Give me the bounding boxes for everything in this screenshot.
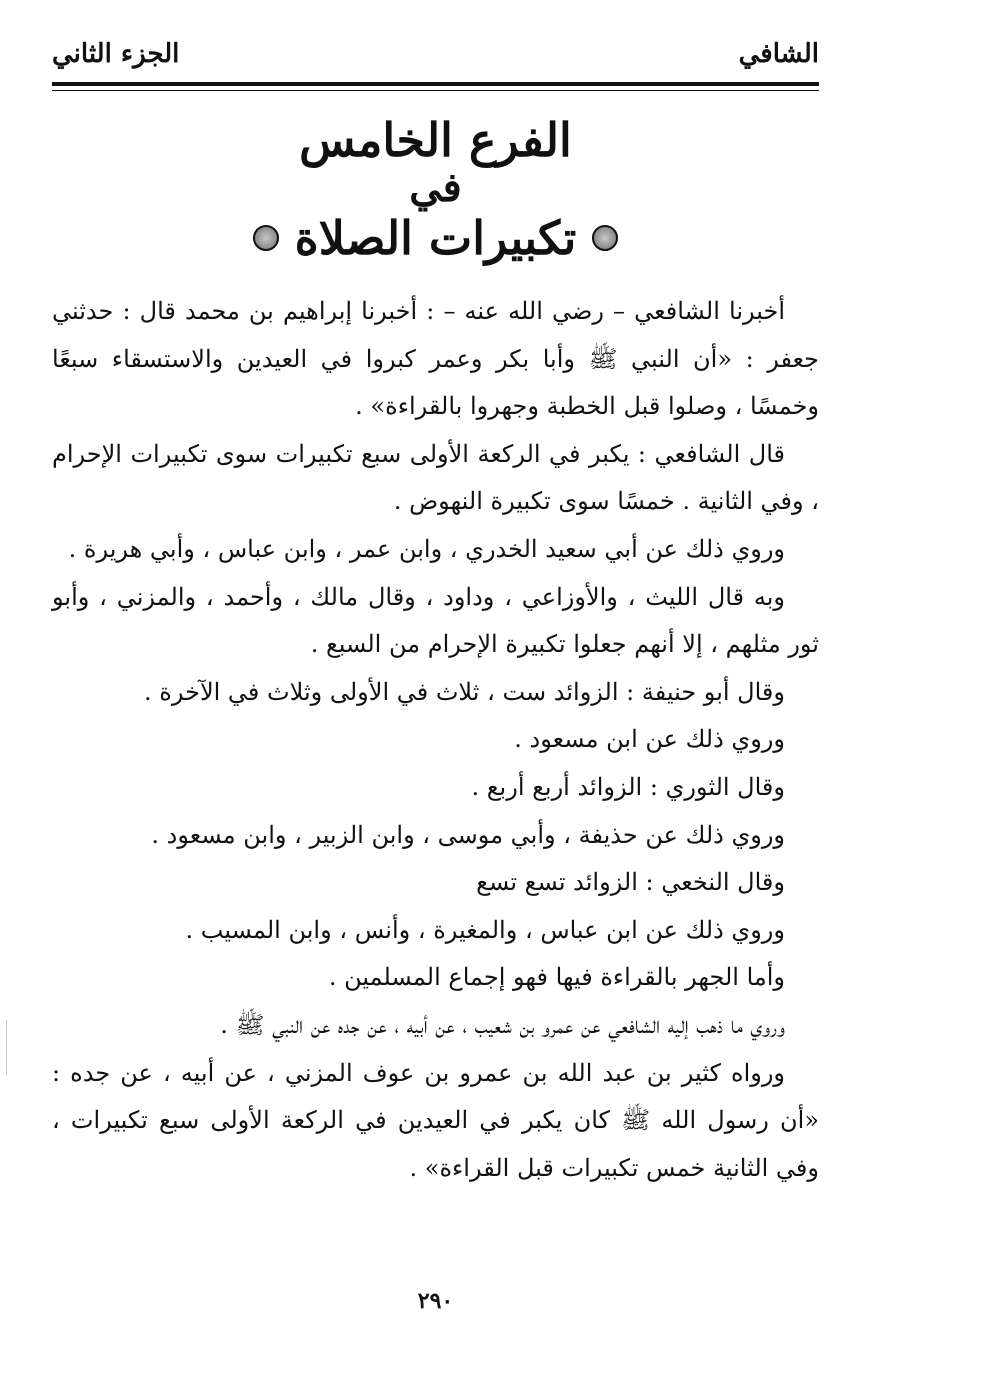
paragraph: وبه قال الليث ، والأوزاعي ، وداود ، وقال مالك ، وأحمد ، والمزني ، وأبو ثور مثلهم ، إلا أنهم جعلوا تكبيرة الإحرام من السبع . xyxy=(52,582,819,659)
header-rule-thin xyxy=(52,90,819,91)
page-number: ٢٩٠ xyxy=(417,1288,454,1314)
paragraph: وأما الجهر بالقراءة فيها فهو إجماع المسلمين . xyxy=(328,963,785,992)
paragraph: وروي ذلك عن أبي سعيد الخدري ، وابن عمر ، وابن عباس ، وأبي هريرة . xyxy=(68,534,785,563)
ornament-right-icon xyxy=(592,225,618,251)
chapter-title xyxy=(52,112,819,268)
paragraph: وقال النخعي : الزوائد تسع تسع xyxy=(476,868,785,897)
ornament-left-icon xyxy=(253,225,279,251)
book-title: الشافي xyxy=(738,39,819,69)
chapter-title-line2: في xyxy=(409,164,462,211)
chapter-title-line3-row xyxy=(52,208,819,268)
header-rule xyxy=(52,82,819,86)
running-header xyxy=(52,34,819,74)
volume-label: الجزء الثاني xyxy=(52,39,180,69)
paragraph: أخبرنا الشافعي – رضي الله عنه – : أخبرنا إبراهيم بن محمد قال : حدثني جعفر : «أن النبي ﷺ وأبا بكر وعمر كبروا في العيدين والاستسقاء سبعًا وخمسًا ، وصلوا قبل الخطبة وجهروا بالقراءة» . xyxy=(52,297,819,421)
paragraph: ورواه كثير بن عبد الله بن عمرو بن عوف المزني ، عن أبيه ، عن جده : «أن رسول الله ﷺ كان يكبر في العيدين في الركعة الأولى سبع تكبيرات ، وفي الثانية خمس تكبيرات قبل القراءة» . xyxy=(52,1058,819,1182)
paragraph: وقال الثوري : الزوائد أربع أربع . xyxy=(471,772,785,801)
paragraph: وروي ذلك عن حذيفة ، وأبي موسى ، وابن الزبير ، وابن مسعود . xyxy=(151,820,785,849)
body-text xyxy=(52,288,819,1192)
chapter-title-line1: الفرع الخامس xyxy=(299,113,572,167)
paragraph: وروي ما ذهب إليه الشافعي عن عمرو بن شعيب ، عن أبيه ، عن جده عن النبي ﷺ . xyxy=(220,1010,785,1039)
paragraph: قال الشافعي : يكبر في الركعة الأولى سبع تكبيرات سوى تكبيرات الإحرام ، وفي الثانية . خمسًا سوى تكبيرة النهوض . xyxy=(52,439,819,516)
paragraph: وروي ذلك عن ابن عباس ، والمغيرة ، وأنس ، وابن المسيب . xyxy=(185,915,785,944)
paragraph: وروي ذلك عن ابن مسعود . xyxy=(514,725,785,754)
chapter-title-line3: تكبيرات الصلاة xyxy=(294,211,577,265)
scan-margin-mark xyxy=(6,1020,7,1075)
paragraph: وقال أبو حنيفة : الزوائد ست ، ثلاث في الأولى وثلاث في الآخرة . xyxy=(144,677,785,706)
